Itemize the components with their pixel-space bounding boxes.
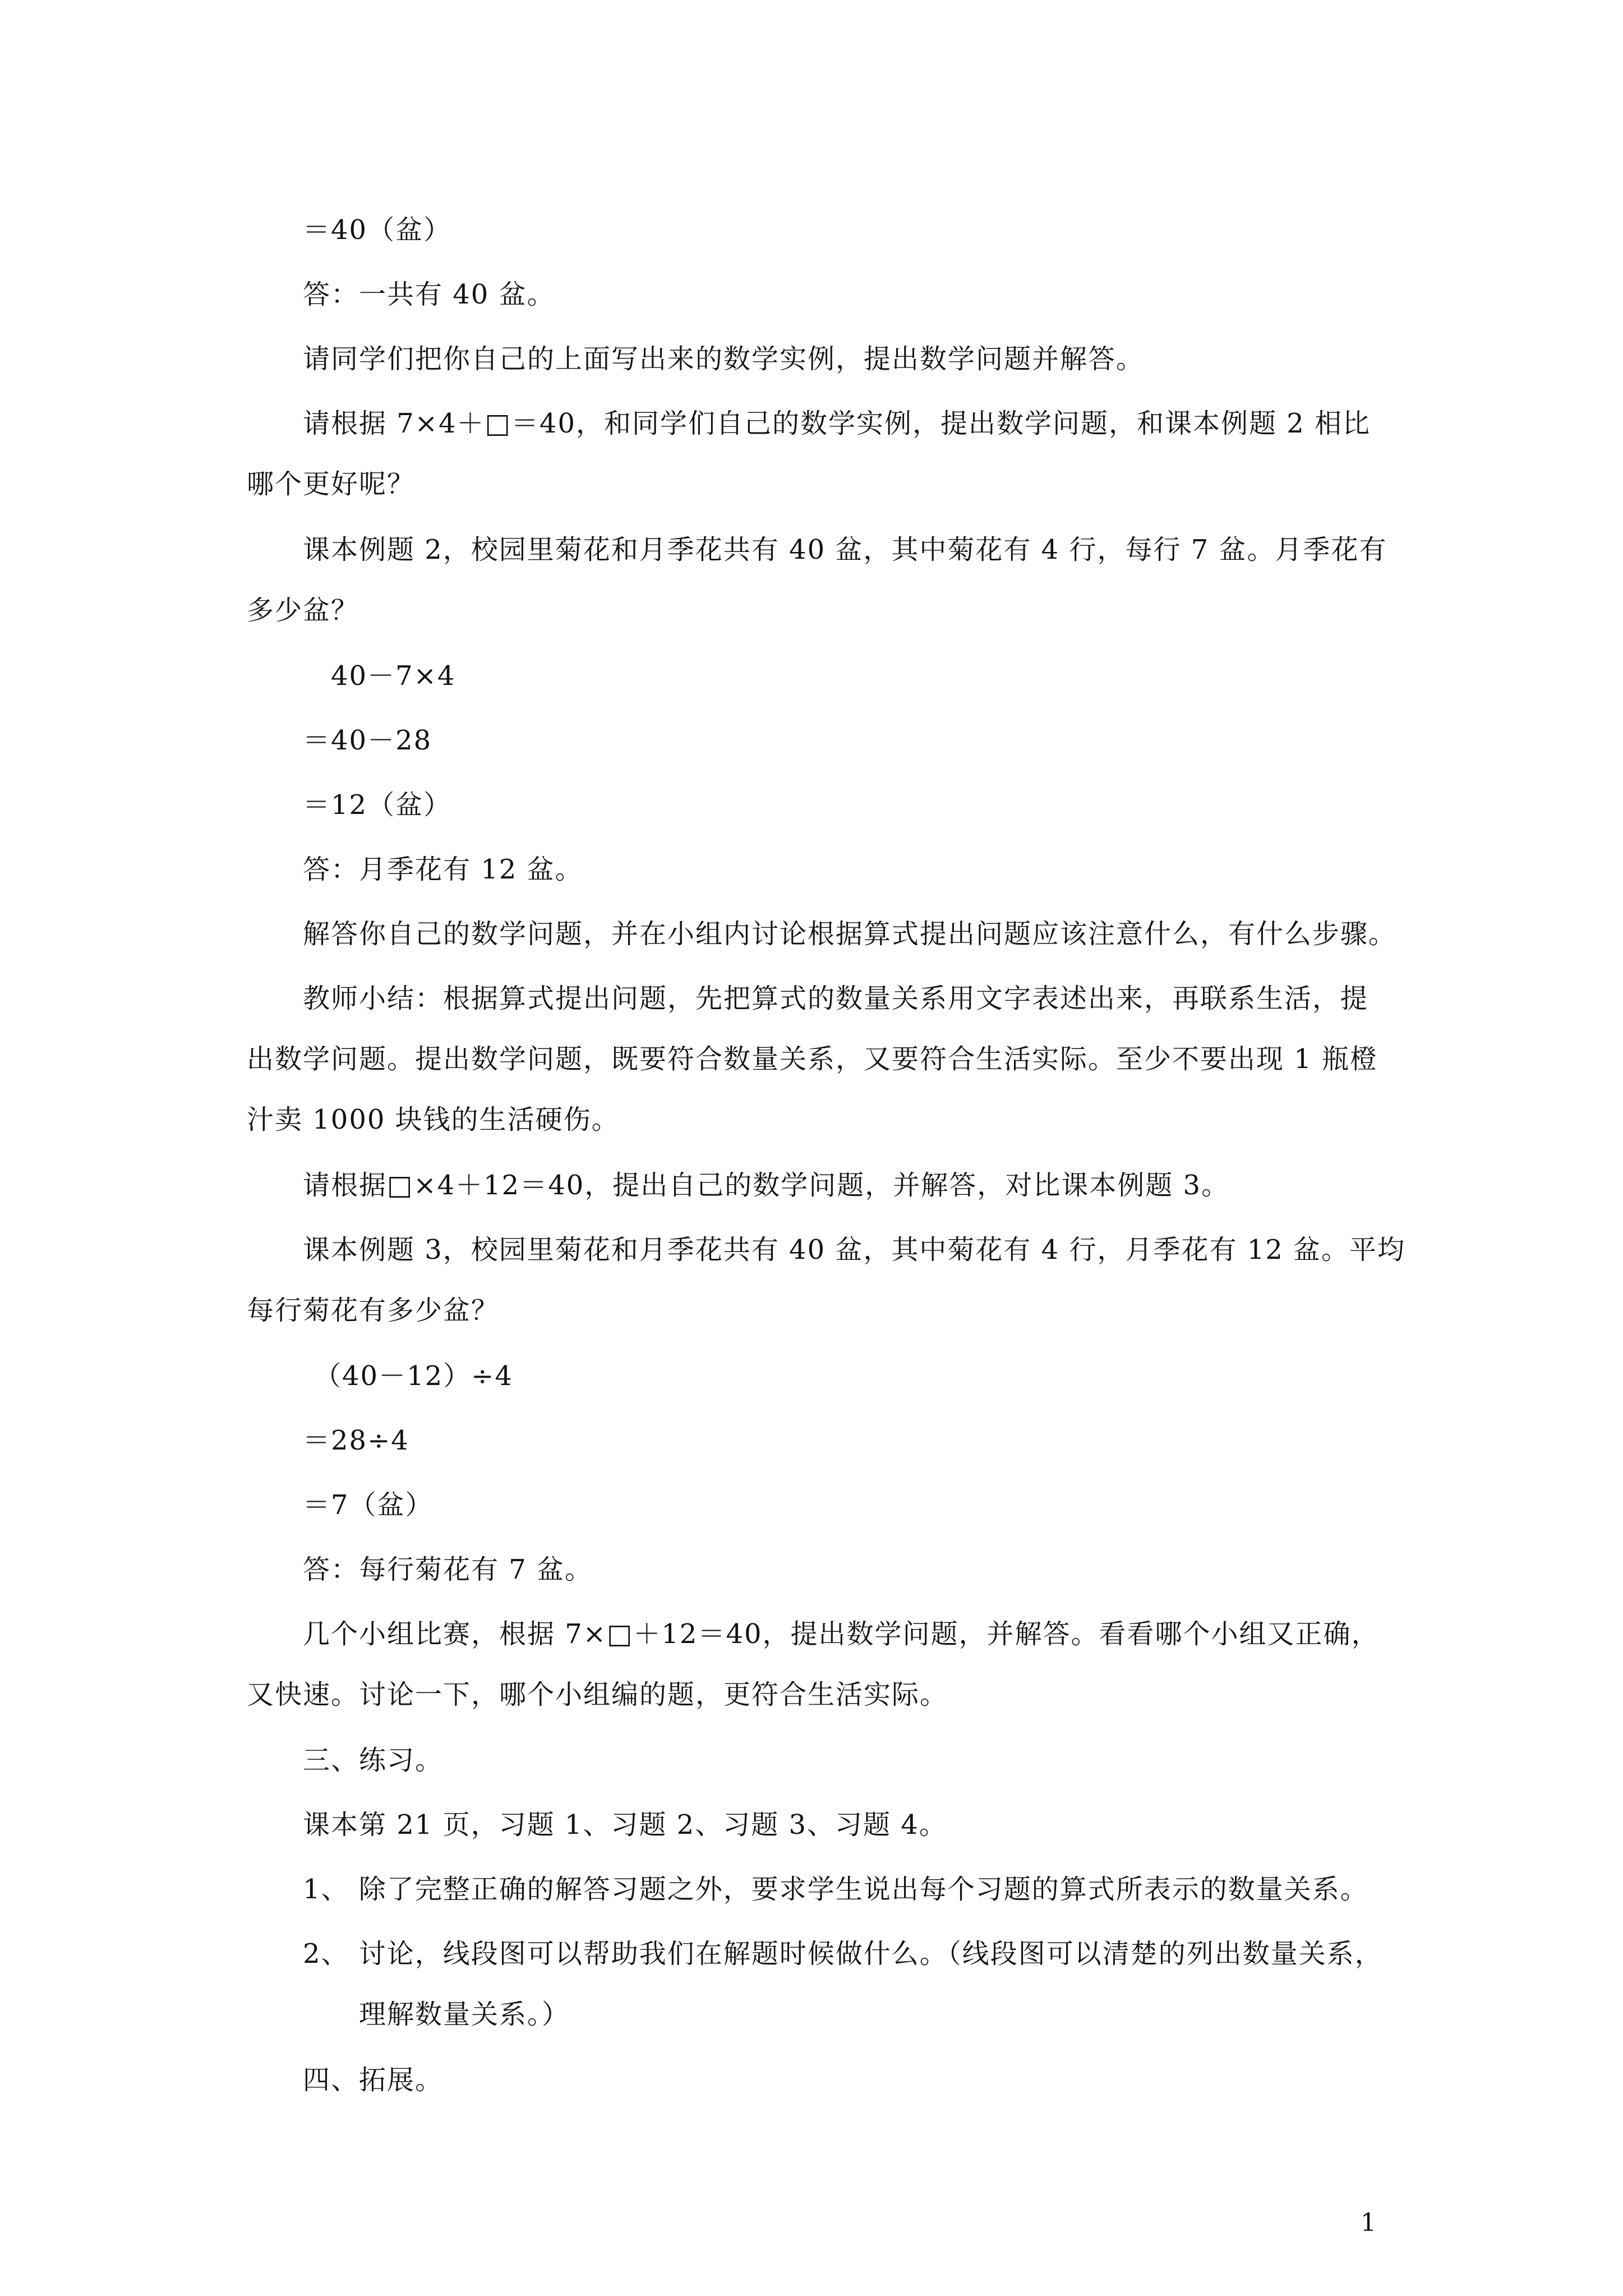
list-item: 2、 讨论，线段图可以帮助我们在解题时候做什么。（线段图可以清楚的列出数量关系， xyxy=(303,1938,1383,1970)
example-line: 课本例题 2，校园里菊花和月季花共有 40 盆，其中菊花有 4 行，每行 7 盆。月季花有 xyxy=(303,534,1387,565)
equation-line: ＝28÷4 xyxy=(303,1425,409,1456)
equation-line: （40－12）÷4 xyxy=(314,1360,513,1392)
summary-line: 汁卖 1000 块钱的生活硬伤。 xyxy=(247,1104,620,1135)
answer-line: 答：每行菊花有 7 盆。 xyxy=(303,1554,593,1585)
section-heading: 四、拓展。 xyxy=(303,2064,444,2096)
equation-line: ＝40－28 xyxy=(303,725,432,756)
equation-line: 40－7×4 xyxy=(331,660,456,692)
paragraph-line: 课本第 21 页，习题 1、习题 2、习题 3、习题 4。 xyxy=(303,1809,947,1841)
paragraph-line: 又快速。讨论一下，哪个小组编的题，更符合生活实际。 xyxy=(247,1679,948,1710)
list-item: 1、 除了完整正确的解答习题之外，要求学生说出每个习题的算式所表示的数量关系。 xyxy=(303,1874,1368,1905)
section-heading: 三、练习。 xyxy=(303,1745,444,1776)
summary-line: 教师小结：根据算式提出问题，先把算式的数量关系用文字表述出来，再联系生活，提 xyxy=(303,983,1369,1014)
answer-line: 答：月季花有 12 盆。 xyxy=(303,854,583,885)
page-number: 1 xyxy=(1361,2208,1376,2237)
list-item-continuation: 理解数量关系。） xyxy=(359,1999,570,2030)
paragraph-line: 哪个更好呢？ xyxy=(247,468,416,500)
equation-line: ＝12（盆） xyxy=(303,789,452,821)
paragraph-line: 几个小组比赛，根据 7×□＋12＝40，提出数学问题，并解答。看看哪个小组又正确， xyxy=(303,1618,1380,1650)
example-line: 课本例题 3，校园里菊花和月季花共有 40 盆，其中菊花有 4 行，月季花有 12 盆。平均 xyxy=(303,1234,1406,1266)
summary-line: 出数学问题。提出数学问题，既要符合数量关系，又要符合生活实际。至少不要出现 1 瓶橙 xyxy=(247,1043,1378,1075)
paragraph-line: 请同学们把你自己的上面写出来的数学实例，提出数学问题并解答。 xyxy=(303,343,1145,375)
example-line: 多少盆？ xyxy=(247,595,359,626)
paragraph-line: 请根据 7×4＋□＝40，和同学们自己的数学实例，提出数学问题，和课本例题 2 相比 xyxy=(303,408,1371,439)
equation-line: ＝40（盆） xyxy=(303,214,452,246)
equation-line: ＝7（盆） xyxy=(303,1489,434,1521)
paragraph-line: 请根据□×4＋12＝40，提出自己的数学问题，并解答，对比课本例题 3。 xyxy=(303,1170,1230,1201)
example-line: 每行菊花有多少盆？ xyxy=(247,1295,500,1326)
answer-line: 答：一共有 40 盆。 xyxy=(303,279,555,310)
paragraph-line: 解答你自己的数学问题，并在小组内讨论根据算式提出问题应该注意什么，有什么步骤。 xyxy=(303,918,1397,950)
